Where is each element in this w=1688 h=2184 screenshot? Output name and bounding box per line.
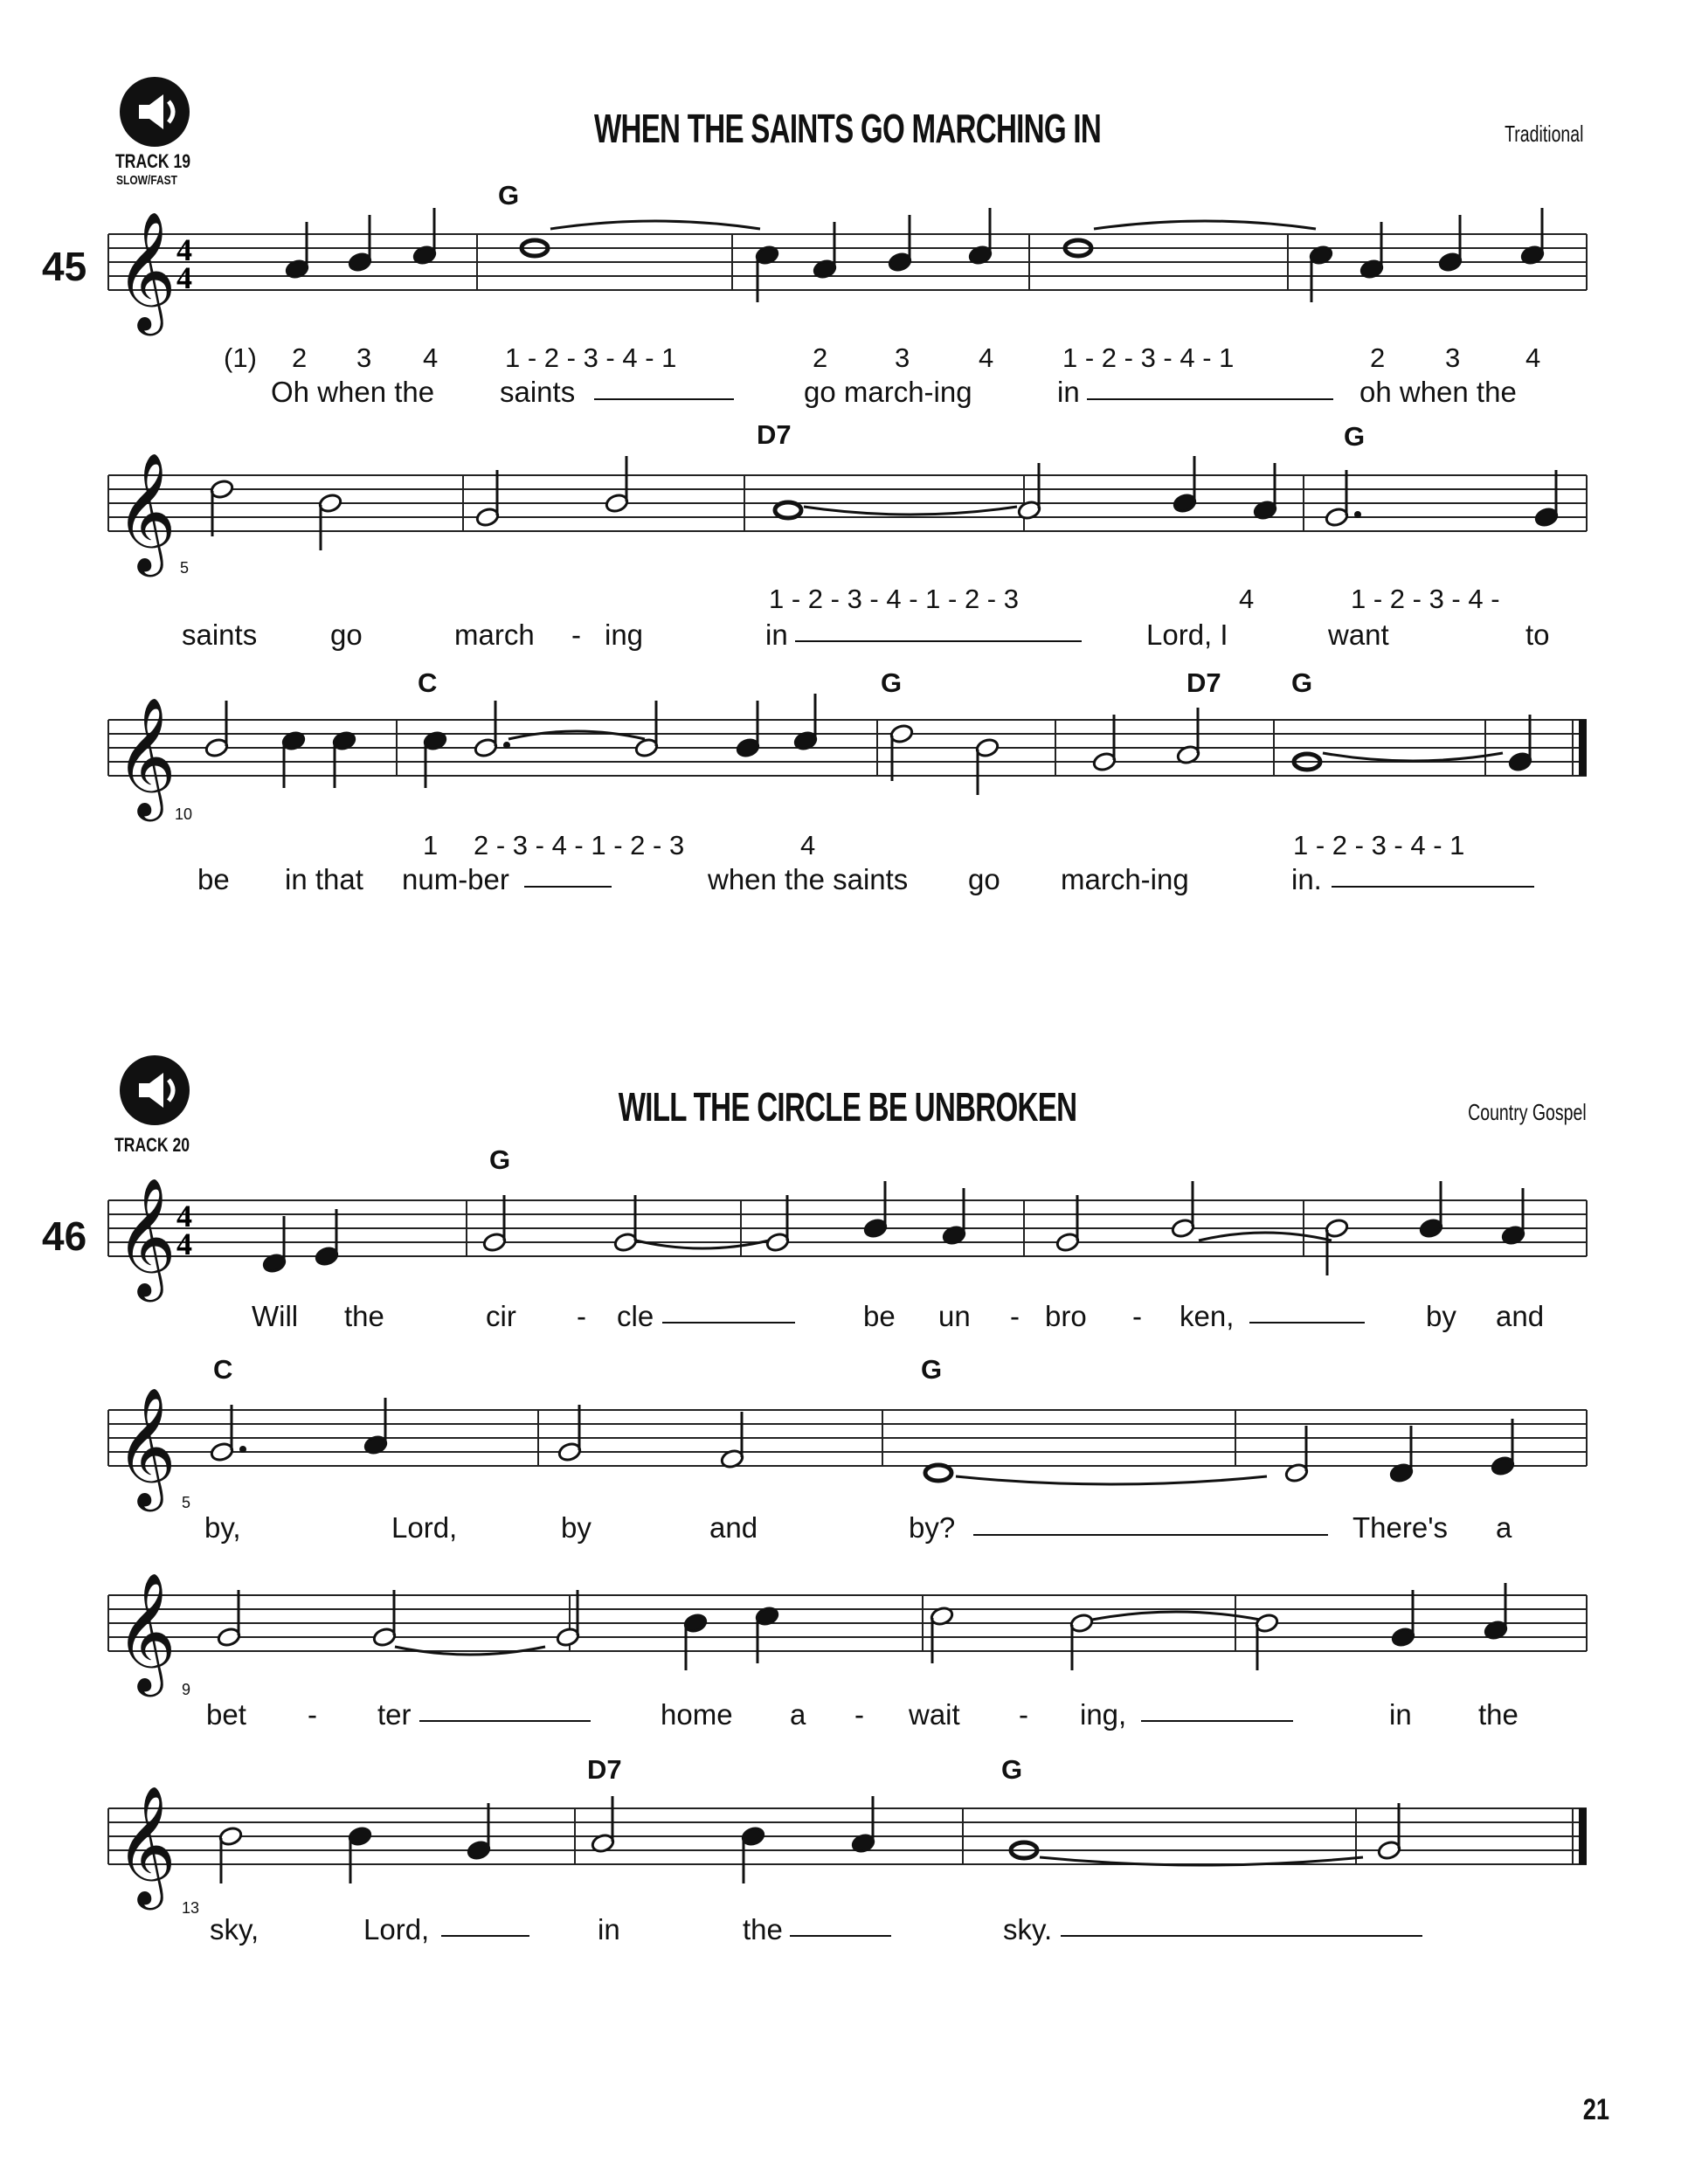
measure-number: 13 <box>182 1899 200 1917</box>
lyric-text: march-ing <box>1061 863 1189 895</box>
lyric-text: Lord, <box>391 1511 458 1544</box>
note-head <box>775 502 801 518</box>
lyric-text: cle <box>617 1300 654 1332</box>
treble-clef: 𝄞 <box>115 1176 176 1296</box>
count-text: (1) <box>224 342 257 373</box>
tie <box>550 221 760 229</box>
chord-symbol: G <box>1291 667 1313 698</box>
final-barline <box>1579 1808 1587 1864</box>
lyric-text: - <box>1132 1300 1142 1332</box>
final-barline <box>1579 720 1587 776</box>
lyric-text: ken, <box>1180 1300 1235 1332</box>
chord-symbol: G <box>489 1144 511 1175</box>
lyric-text: Lord, <box>363 1913 430 1946</box>
lyric-text: in. <box>1291 863 1322 895</box>
lyric-text: ing <box>605 619 644 651</box>
note-head <box>925 1465 951 1481</box>
chord-symbol: G <box>498 180 520 211</box>
lyric-text: by <box>1426 1300 1456 1332</box>
count-text: 4 <box>1239 584 1255 614</box>
lyric-text: - <box>1010 1300 1020 1332</box>
count-text: 4 <box>800 830 816 860</box>
count-text: 1 - 2 - 3 - 4 - 1 - 2 - 3 <box>769 584 1019 614</box>
lyric-text: the <box>1478 1698 1519 1731</box>
count-text: 4 <box>1525 342 1541 373</box>
time-signature: 4 <box>176 1227 192 1261</box>
time-signature: 4 <box>176 260 192 295</box>
treble-clef: 𝄞 <box>115 210 176 330</box>
chord-symbol: G <box>921 1354 943 1385</box>
song-credit: Country Gospel <box>1468 1099 1587 1125</box>
track-sublabel: SLOW/FAST <box>116 173 177 188</box>
lyric-text: bet <box>206 1698 246 1731</box>
tie <box>1094 221 1316 229</box>
lyric-text: be <box>863 1300 896 1332</box>
lyric-text: by? <box>909 1511 956 1544</box>
lyric-text: in <box>1057 376 1080 408</box>
song-title: WILL THE CIRCLE BE UNBROKEN <box>618 1084 1077 1130</box>
track-label: TRACK 20 <box>114 1134 190 1156</box>
tie <box>956 1476 1267 1484</box>
lyric-text: wait <box>909 1698 960 1731</box>
lyric-text: the <box>344 1300 384 1332</box>
count-text: 3 <box>356 342 372 373</box>
chord-symbol: C <box>418 667 438 698</box>
dot <box>239 1446 246 1453</box>
lyric-text: when the saints <box>708 863 909 895</box>
chord-symbol: G <box>1344 421 1366 452</box>
lyric-text: go <box>330 619 363 651</box>
count-text: 2 <box>292 342 308 373</box>
tie <box>508 731 645 739</box>
lyric-text: by <box>561 1511 591 1544</box>
lyric-text: in <box>598 1913 620 1946</box>
lyric-text: Lord, I <box>1146 619 1228 651</box>
count-text: 1 - 2 - 3 - 4 - <box>1351 584 1500 614</box>
lyric-text: a <box>1496 1511 1512 1544</box>
lyric-text: the <box>743 1913 783 1946</box>
lyric-text: saints <box>500 376 576 408</box>
count-text: 3 <box>1445 342 1461 373</box>
count-text: 1 - 2 - 3 - 4 - 1 <box>1062 342 1235 373</box>
lyric-text: - <box>1019 1698 1028 1731</box>
lyric-text: sky, <box>210 1913 259 1946</box>
chord-symbol: D7 <box>1186 667 1221 698</box>
lyric-text: in that <box>285 863 363 895</box>
tie <box>1323 753 1503 761</box>
chord-symbol: G <box>1001 1754 1023 1785</box>
time-signature: 4 <box>176 232 192 267</box>
treble-clef: 𝄞 <box>115 1784 176 1904</box>
lyric-text: Oh when the <box>271 376 435 408</box>
treble-clef: 𝄞 <box>115 451 176 571</box>
dot <box>503 742 510 749</box>
song-title: WHEN THE SAINTS GO MARCHING IN <box>593 106 1102 151</box>
count-text: 2 - 3 - 4 - 1 - 2 - 3 <box>474 830 685 860</box>
count-text: 4 <box>423 342 439 373</box>
treble-clef: 𝄞 <box>115 1571 176 1691</box>
count-text: 3 <box>895 342 910 373</box>
lyric-text: - <box>577 1300 586 1332</box>
lyric-text: in <box>765 619 788 651</box>
track-label: TRACK 19 <box>115 150 191 172</box>
tie <box>804 507 1017 515</box>
lyric-text: be <box>197 863 230 895</box>
lyric-text: - <box>854 1698 864 1731</box>
lyric-text: to <box>1525 619 1550 651</box>
song-credit: Traditional <box>1504 121 1583 147</box>
lyric-text: Will <box>252 1300 299 1332</box>
lyric-text: There's <box>1352 1511 1449 1544</box>
treble-clef: 𝄞 <box>115 1386 176 1506</box>
measure-number: 10 <box>175 805 193 823</box>
lyric-text: and <box>709 1511 758 1544</box>
treble-clef: 𝄞 <box>115 695 176 816</box>
dot <box>1354 511 1361 518</box>
lyric-text: - <box>571 619 581 651</box>
tie <box>1199 1233 1332 1241</box>
chord-symbol: D7 <box>757 419 792 450</box>
measure-number: 5 <box>180 559 190 577</box>
lyric-text: a <box>790 1698 806 1731</box>
lyric-text: oh when the <box>1359 376 1517 408</box>
lyric-text: un <box>938 1300 971 1332</box>
measure-number: 9 <box>182 1681 191 1698</box>
chord-symbol: D7 <box>587 1754 622 1785</box>
lyric-text: num-ber <box>402 863 509 895</box>
count-text: 2 <box>1370 342 1386 373</box>
lyric-text: ing, <box>1080 1698 1127 1731</box>
lyric-text: and <box>1496 1300 1545 1332</box>
lyric-text: sky. <box>1003 1913 1053 1946</box>
chord-symbol: C <box>213 1354 233 1385</box>
time-signature: 4 <box>176 1199 192 1234</box>
lyric-text: ter <box>377 1698 412 1731</box>
chord-symbol: G <box>881 667 903 698</box>
lyric-text: go march-ing <box>804 376 972 408</box>
count-text: 1 - 2 - 3 - 4 - 1 <box>1293 830 1465 860</box>
example-number: 45 <box>42 244 87 289</box>
lyric-text: bro <box>1045 1300 1087 1332</box>
count-text: 1 <box>423 830 439 860</box>
lyric-text: want <box>1328 619 1389 651</box>
measure-number: 5 <box>182 1494 191 1511</box>
page-number: 21 <box>1582 2093 1610 2126</box>
count-text: 2 <box>813 342 828 373</box>
lyric-text: home <box>661 1698 733 1731</box>
lyric-text: march <box>454 619 535 651</box>
lyric-text: saints <box>182 619 258 651</box>
example-number: 46 <box>42 1213 87 1259</box>
lyric-text: by, <box>204 1511 241 1544</box>
lyric-text: in <box>1389 1698 1412 1731</box>
count-text: 4 <box>979 342 994 373</box>
count-text: 1 - 2 - 3 - 4 - 1 <box>505 342 677 373</box>
lyric-text: cir <box>486 1300 516 1332</box>
lyric-text: go <box>968 863 1000 895</box>
lyric-text: - <box>308 1698 317 1731</box>
